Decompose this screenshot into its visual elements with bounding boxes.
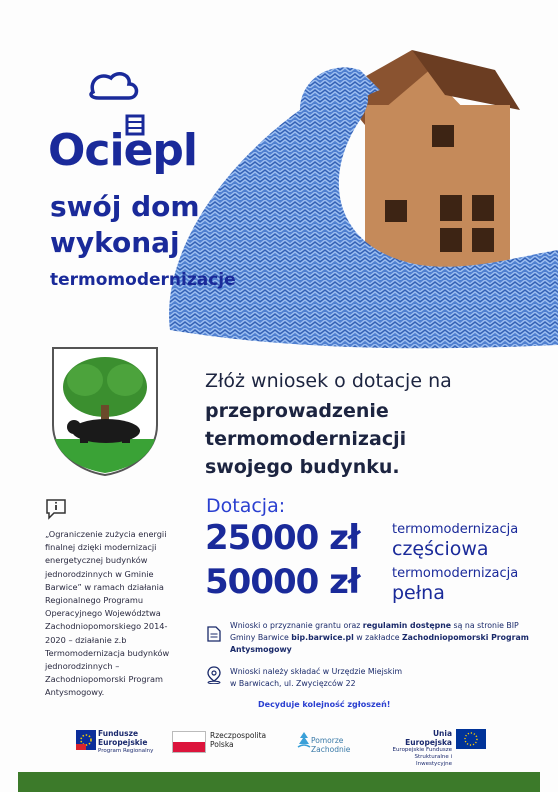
info-text-bold: Zachodniopomorski Program — [402, 633, 529, 642]
logo-text: Strukturalne i Inwestycyjne — [414, 754, 452, 767]
house-window-mid-bottom — [440, 228, 462, 252]
info-text: w Barwicach, ul. Zwycięzców 22 — [230, 679, 356, 688]
note-line: jednorodzinnych w Gminie — [45, 568, 154, 579]
grant-type-full-label: termomodernizacja — [392, 566, 519, 581]
note-line: energetycznej budynków — [45, 555, 148, 566]
grant-label: Dotacja: — [206, 495, 286, 517]
note-line: Zachodniopomorski Program — [45, 674, 163, 685]
note-line: 2020 – działanie z.b — [45, 634, 127, 645]
bip-link[interactable]: bip.barwice.pl — [291, 633, 354, 642]
scarf-roll — [480, 260, 558, 320]
european-union-logo — [390, 729, 452, 768]
title-line-1: Ociepl — [48, 125, 197, 176]
grant-type-partial-label: termomodernizacja — [392, 522, 519, 537]
note-line: finalnej dzięki modernizacji — [45, 542, 157, 553]
logo-text: Zachodnie — [311, 745, 351, 754]
hero-illustration — [0, 0, 558, 355]
application-line-2: przeprowadzenie — [205, 400, 389, 422]
coat-of-arms-icon — [50, 345, 160, 477]
title-line-4: termomodernizacje — [50, 270, 236, 290]
pomorze-zachodnie-logo — [311, 736, 350, 754]
republic-of-poland-logo — [210, 731, 266, 749]
application-line-4: swojego budynku. — [205, 456, 400, 478]
footer-grass-strip — [18, 772, 540, 792]
house-in-scarf-illustration — [0, 0, 558, 355]
application-info — [230, 620, 540, 656]
house-window-mid-top — [440, 195, 462, 221]
european-funds-icon — [76, 730, 96, 750]
logo-text: Rzeczpospolita — [210, 731, 267, 740]
info-text: są na stronie BIP — [451, 621, 519, 630]
pomorze-zachodnie-icon — [296, 731, 312, 751]
info-text-bold: regulamin dostępne — [362, 621, 452, 630]
note-line: jednorodzinnych – — [45, 661, 120, 672]
info-text: w zakładce — [353, 633, 403, 642]
info-text: Wnioski o przyznanie grantu oraz — [230, 621, 363, 630]
logo-text: Pomorze — [311, 736, 344, 745]
program-note — [45, 528, 175, 700]
logo-text: Polska — [210, 740, 234, 749]
house-window-right-bottom — [472, 228, 494, 252]
document-icon — [207, 626, 221, 642]
logo-text: Unia Europejska — [405, 729, 452, 747]
note-line: Antysmogowy. — [45, 687, 105, 698]
logo-text: Program Regionalny — [98, 748, 154, 754]
eu-flag-icon — [456, 729, 486, 749]
house-window-right-top — [472, 195, 494, 221]
logo-text: Europejskie — [98, 738, 148, 747]
info-text-bold: Antysmogowy — [230, 645, 292, 654]
application-line-1: Złóż wniosek o dotacje na — [205, 370, 452, 392]
priority-note: Decyduje kolejność zgłoszeń! — [258, 700, 391, 709]
note-line: Regionalnego Programu — [45, 595, 144, 606]
note-line: Termomodernizacja budynków — [45, 647, 170, 658]
info-icon — [45, 498, 67, 520]
grant-type-partial: częściowa — [392, 538, 489, 560]
title-line-2: swój dom — [50, 190, 200, 223]
european-funds-logo — [98, 729, 153, 756]
house-window-left — [385, 200, 407, 222]
title-line-3: wykonaj — [50, 226, 180, 259]
application-line-3: termomodernizacji — [205, 428, 407, 450]
house-window-top — [432, 125, 454, 147]
submission-info — [230, 666, 540, 690]
polish-flag-icon — [172, 731, 206, 753]
info-text: Wnioski należy składać w Urzędzie Miejskim — [230, 667, 403, 676]
grant-type-full: pełna — [392, 582, 445, 604]
note-line: Zachodniopomorskiego 2014- — [45, 621, 168, 632]
note-line: Operacyjnego Województwa — [45, 608, 161, 619]
location-pin-icon — [206, 666, 222, 684]
logo-text: Fundusze — [98, 729, 139, 738]
logo-text: Europejskie Fundusze — [392, 747, 452, 753]
grant-amount-partial: 25000 zł — [205, 518, 360, 558]
note-line: „Ograniczenie zużycia energii — [45, 529, 167, 539]
note-line: Barwice” w ramach działania — [45, 581, 164, 592]
grant-amount-full: 50000 zł — [205, 562, 360, 602]
info-text: Gminy Barwice — [230, 633, 292, 642]
